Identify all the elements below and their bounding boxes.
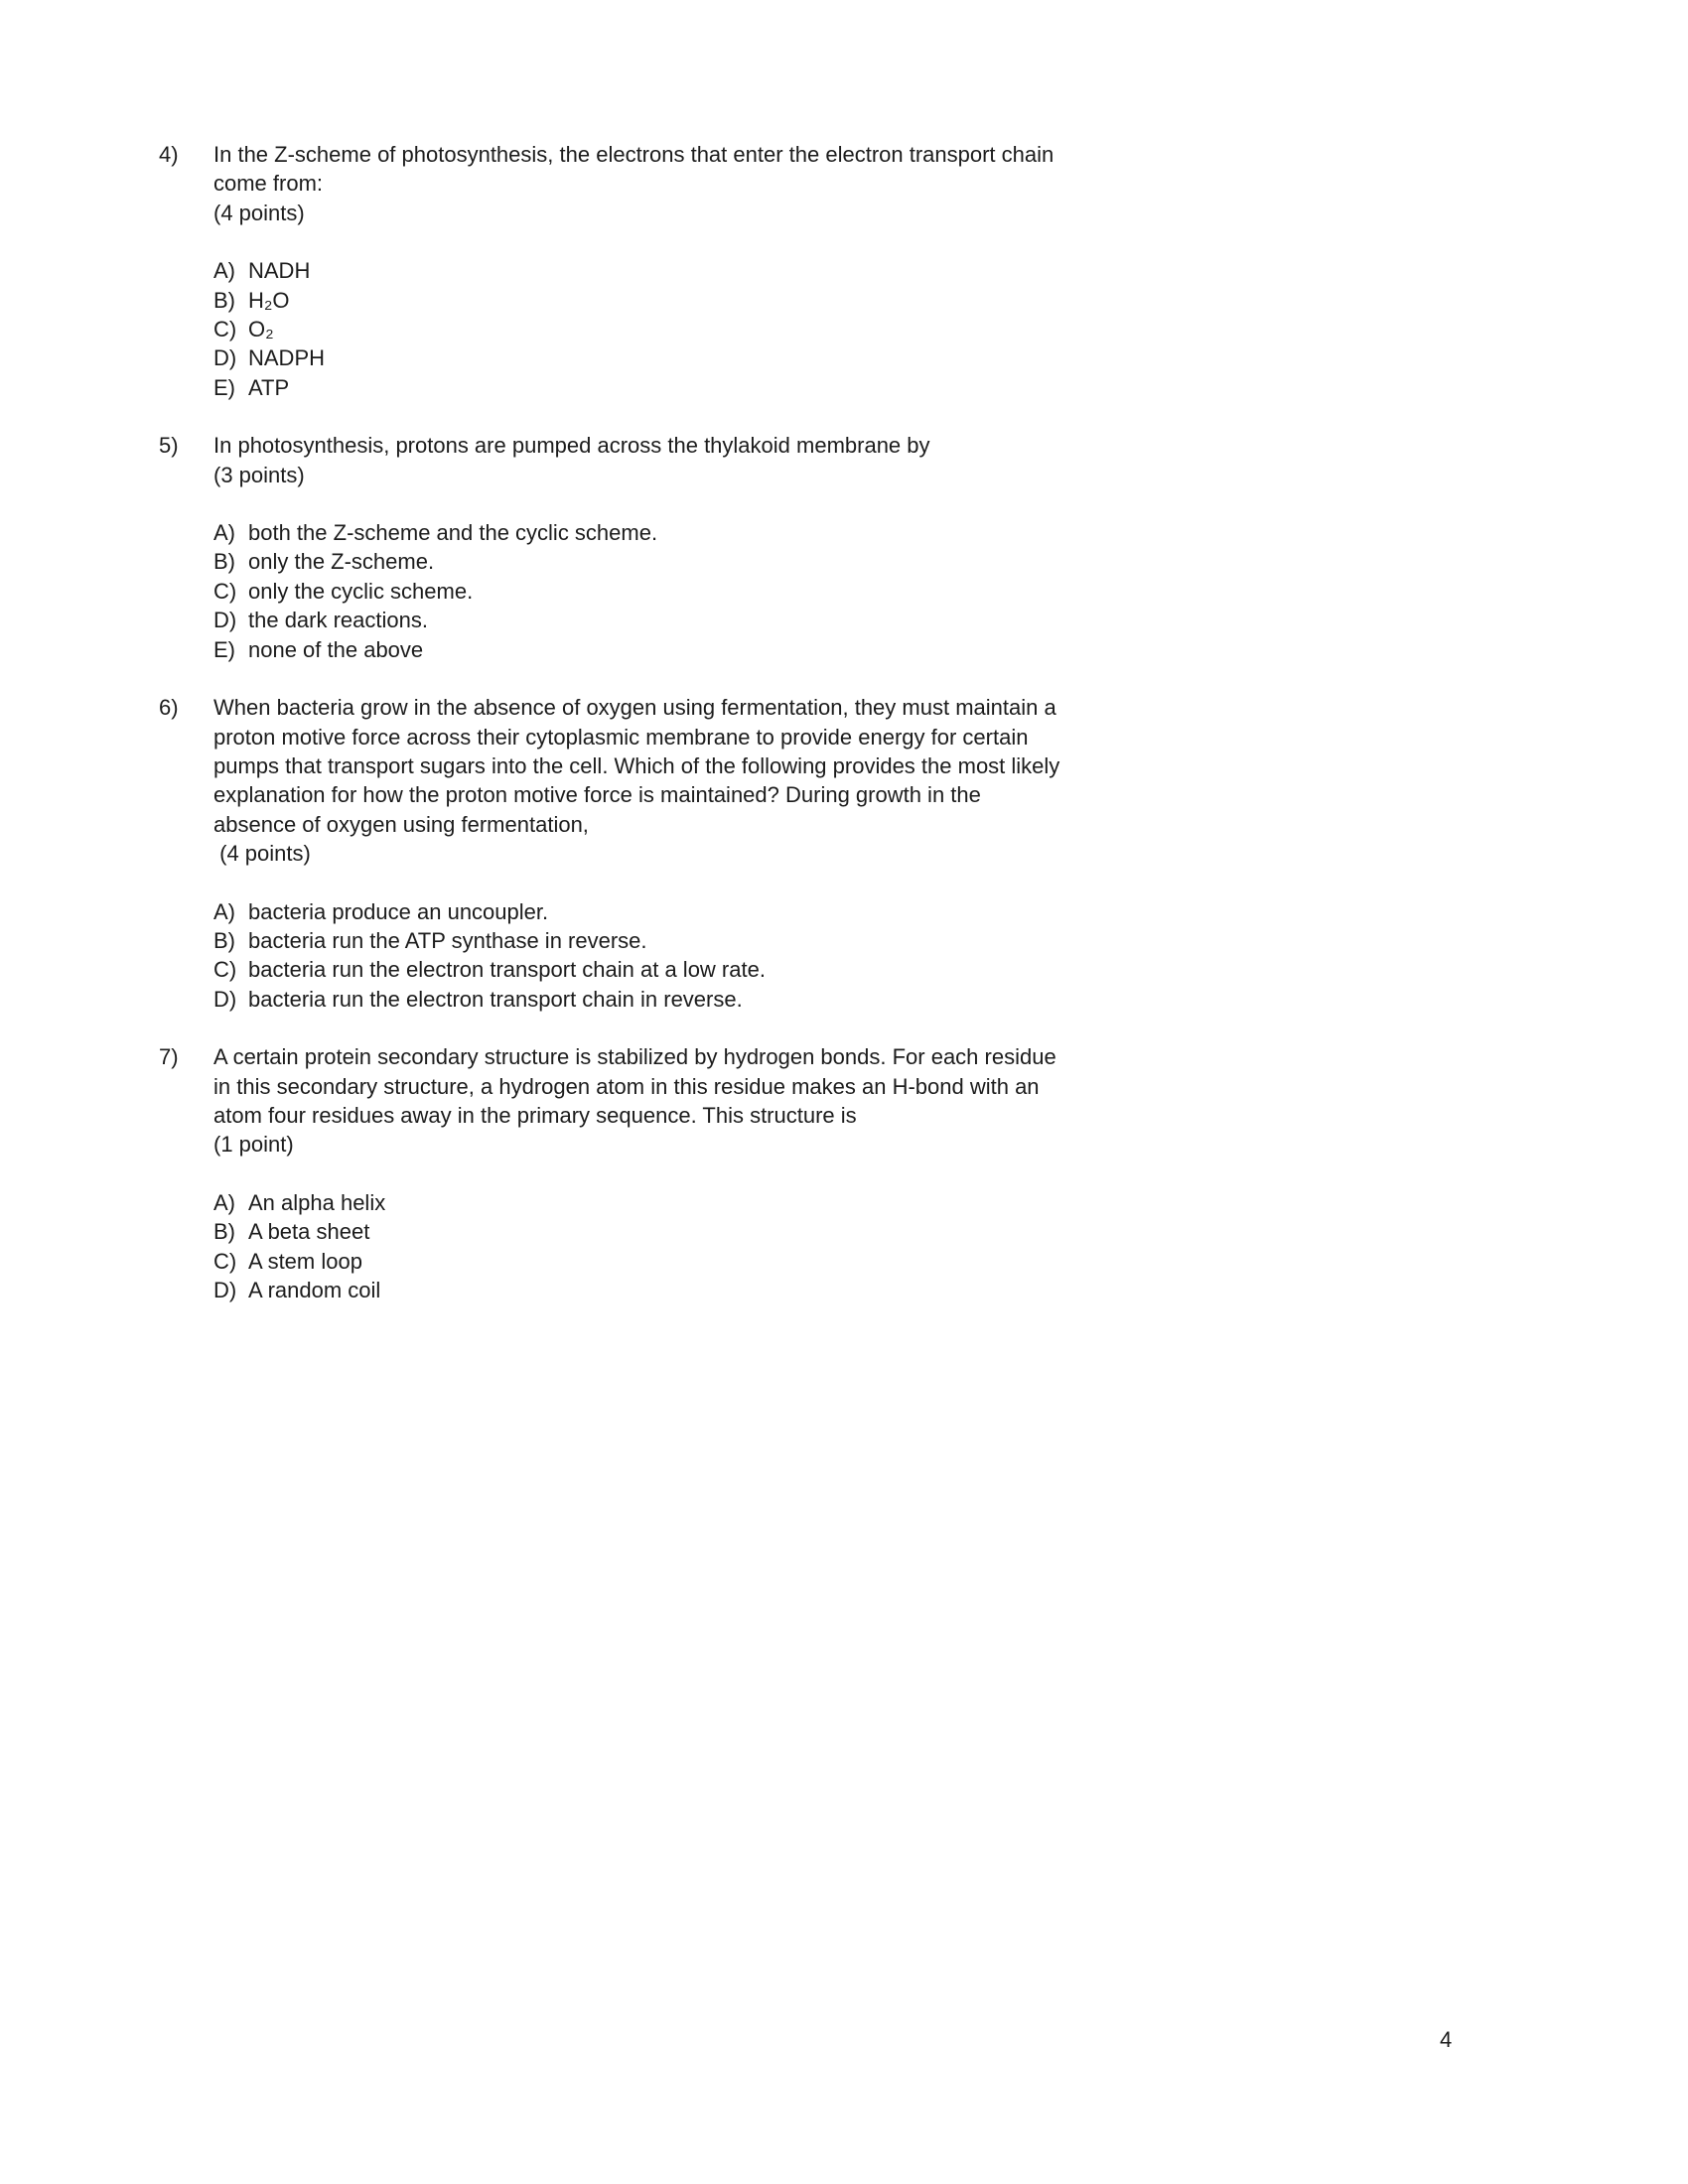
question-body — [213, 431, 1067, 664]
option-letter: C) — [213, 1248, 237, 1274]
option — [213, 985, 1067, 1014]
question-points: (3 points) — [213, 462, 305, 487]
option-text: bacteria run the electron transport chain at a low rate. — [248, 957, 766, 983]
option-letter: A) — [213, 898, 235, 924]
option-letter: B) — [213, 1219, 235, 1245]
option-letter: C) — [213, 578, 237, 604]
option-letter: D) — [213, 1278, 237, 1302]
option — [213, 547, 1067, 576]
option-letter: B) — [213, 549, 235, 575]
question — [159, 1042, 1529, 1304]
option — [213, 897, 1067, 926]
option-text: An alpha helix — [248, 1189, 386, 1215]
option — [213, 518, 1067, 547]
option-text: bacteria produce an uncoupler. — [248, 898, 549, 924]
option-letter: D) — [213, 345, 237, 371]
question-text: A certain protein secondary structure is stabilized by hydrogen bonds. For each residue in this secondary structure, a hydrogen atom in this residue makes an H-bond with an atom four residues away in the primary sequence. This structure is — [213, 1044, 1056, 1128]
option-text: the dark reactions. — [248, 608, 428, 633]
option — [213, 286, 1067, 315]
option-text: bacteria run the ATP synthase in reverse. — [248, 927, 647, 953]
option-letter: E) — [213, 374, 235, 400]
option-text: bacteria run the electron transport chain in reverse. — [248, 986, 743, 1012]
option — [213, 926, 1067, 955]
options-list — [213, 897, 1067, 1015]
option-text: only the cyclic scheme. — [248, 578, 474, 604]
question-body — [213, 693, 1067, 1014]
option-text: both the Z-scheme and the cyclic scheme. — [248, 520, 658, 546]
option-text: H₂O — [248, 287, 290, 313]
option-letter: E) — [213, 636, 235, 662]
question-number: 4) — [159, 142, 179, 167]
question-points: (1 point) — [213, 1132, 294, 1158]
option-text: only the Z-scheme. — [248, 549, 435, 575]
option — [213, 577, 1067, 606]
option — [213, 1217, 1067, 1246]
question-body — [213, 1042, 1067, 1304]
option — [213, 1247, 1067, 1276]
question-body — [213, 140, 1067, 402]
option — [213, 373, 1067, 402]
question-points: (4 points) — [213, 841, 311, 867]
question — [159, 431, 1529, 664]
question-text: In photosynthesis, protons are pumped across the thylakoid membrane by — [213, 433, 930, 459]
option — [213, 606, 1067, 634]
option-text: none of the above — [248, 636, 424, 662]
option-text: NADH — [248, 258, 311, 284]
page-content — [159, 140, 1529, 1304]
option-letter: D) — [213, 986, 237, 1012]
option-text: O₂ — [248, 317, 274, 342]
option-letter: A) — [213, 258, 235, 284]
question — [159, 693, 1529, 1014]
options-list — [213, 1188, 1067, 1305]
option — [213, 343, 1067, 372]
option-text: NADPH — [248, 345, 326, 371]
option — [213, 955, 1067, 984]
question — [159, 140, 1529, 402]
option — [213, 1276, 1067, 1304]
option-letter: A) — [213, 520, 235, 546]
option — [213, 315, 1067, 343]
option-text: ATP — [248, 374, 290, 400]
options-list — [213, 256, 1067, 402]
option-text: A random coil — [248, 1278, 381, 1302]
page-number: 4 — [1440, 2027, 1453, 2052]
question-number: 5) — [159, 433, 179, 459]
options-list — [213, 518, 1067, 664]
question-points: (4 points) — [213, 200, 305, 225]
option — [213, 256, 1067, 285]
question-number: 6) — [159, 695, 179, 721]
option-letter: A) — [213, 1189, 235, 1215]
question-text: When bacteria grow in the absence of oxygen using fermentation, they must maintain a proton motive force across their cytoplasmic membrane to provide energy for certain pumps that transport sugars into the cell. Which of the following provides the most likely explanation for how the proton motive force is maintained? During growth in the absence of oxygen using fermentation, — [213, 695, 1060, 837]
option-letter: C) — [213, 957, 237, 983]
option-letter: B) — [213, 927, 235, 953]
option-letter: B) — [213, 287, 235, 313]
question-text: In the Z-scheme of photosynthesis, the electrons that enter the electron transport chain come from: — [213, 142, 1055, 197]
option-letter: D) — [213, 608, 237, 633]
option — [213, 1188, 1067, 1217]
option-letter: C) — [213, 317, 237, 342]
question-number: 7) — [159, 1044, 179, 1070]
option — [213, 635, 1067, 664]
option-text: A beta sheet — [248, 1219, 370, 1245]
option-text: A stem loop — [248, 1248, 362, 1274]
